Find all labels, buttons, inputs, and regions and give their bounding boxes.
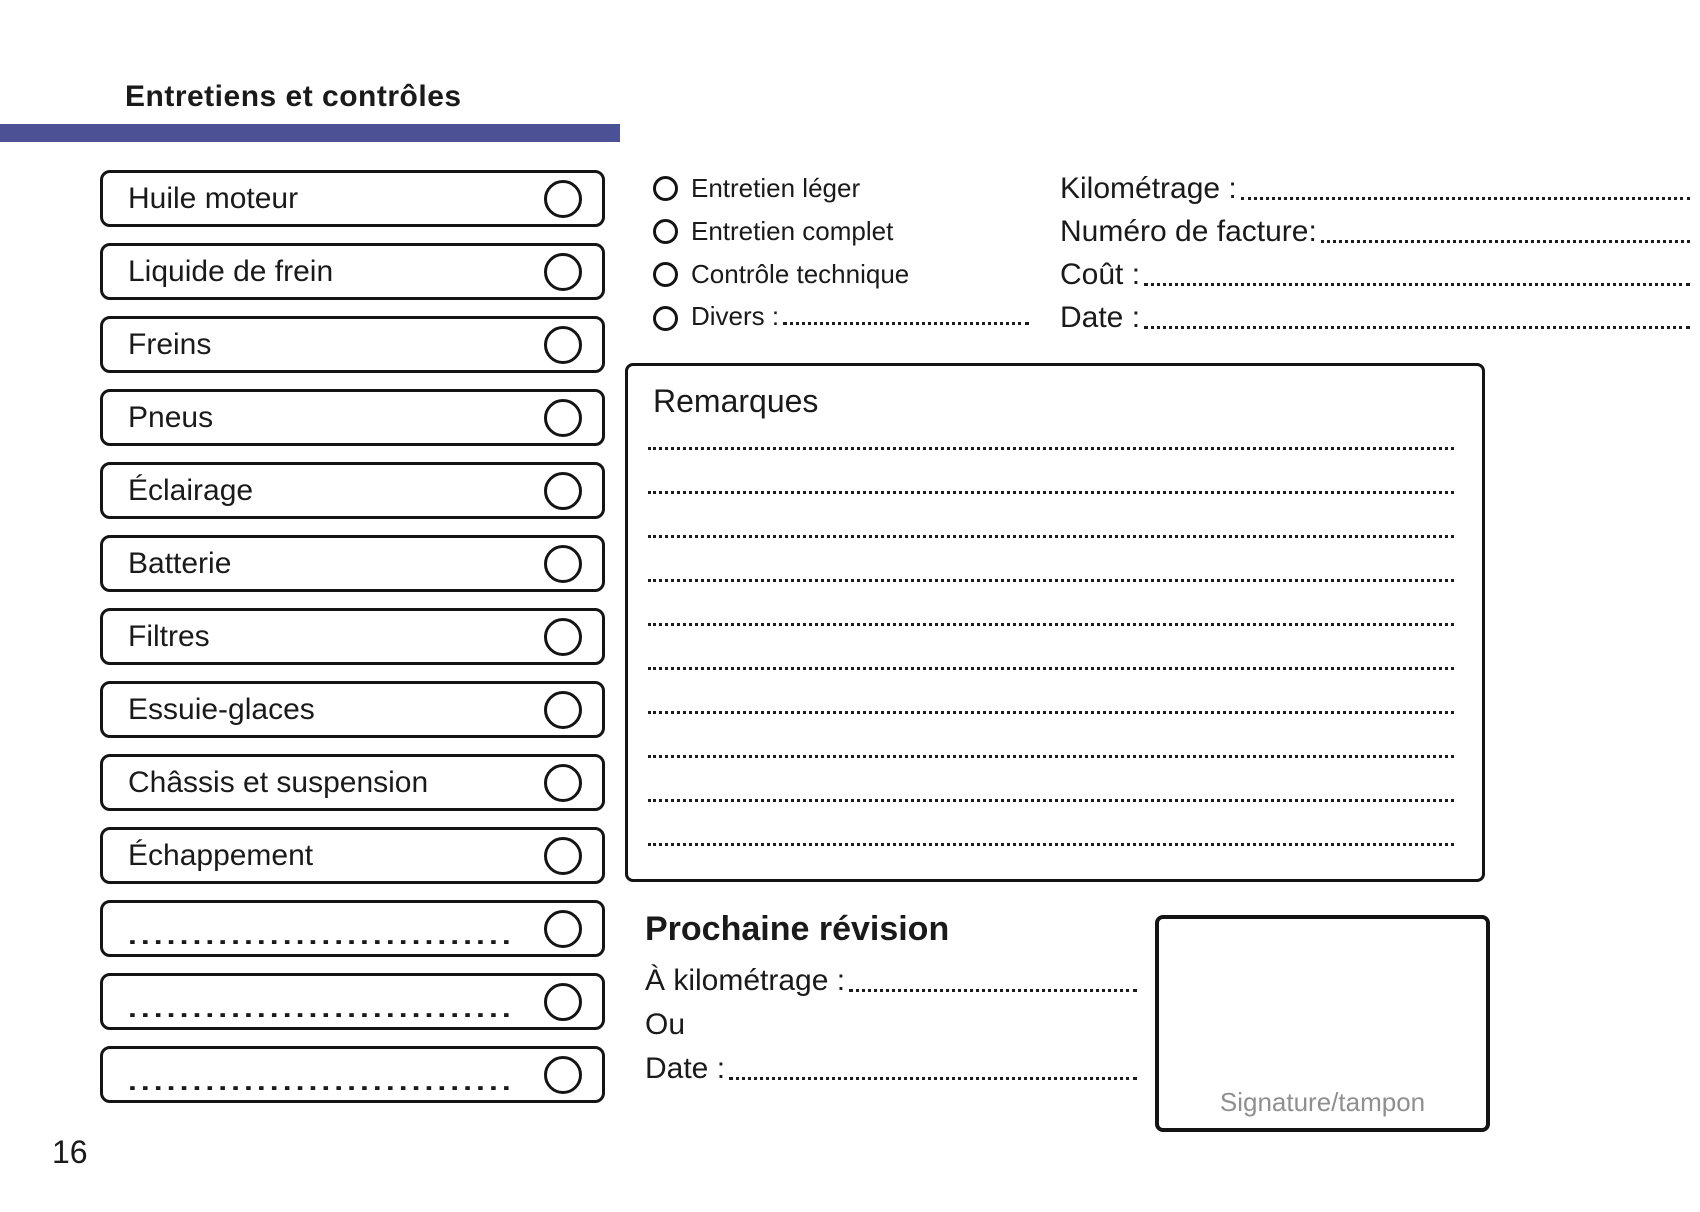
dotted-writing-line bbox=[648, 626, 1454, 670]
checklist-item-pneus bbox=[100, 389, 605, 446]
page-number: 16 bbox=[52, 1134, 88, 1170]
checklist-item-label: Éclairage bbox=[128, 473, 254, 507]
option-label: Entretien léger bbox=[691, 173, 861, 203]
field-label: Date : bbox=[1060, 301, 1141, 334]
checklist-item-blank-label: .............................. bbox=[128, 1061, 515, 1090]
checklist-item-label: Échappement bbox=[128, 838, 314, 872]
checklist-item-label: Freins bbox=[128, 327, 212, 361]
option-label: Divers : bbox=[691, 301, 780, 331]
next-service-date-field bbox=[645, 1046, 1137, 1090]
checklist-item-blank-1 bbox=[100, 900, 605, 957]
dotted-fill-line bbox=[1144, 283, 1690, 286]
checkbox-circle-icon bbox=[544, 764, 582, 802]
checklist-item-huile-moteur bbox=[100, 170, 605, 227]
checklist-item-label: Châssis et suspension bbox=[128, 765, 429, 799]
field-label: Numéro de facture: bbox=[1060, 215, 1317, 248]
field-label: À kilométrage : bbox=[645, 964, 846, 997]
dotted-writing-line bbox=[648, 538, 1454, 582]
signature-stamp-box bbox=[1155, 915, 1490, 1132]
checklist-item-freins bbox=[100, 316, 605, 373]
dotted-writing-line bbox=[648, 758, 1454, 802]
checklist-item-batterie bbox=[100, 535, 605, 592]
remarks-title: Remarques bbox=[653, 383, 819, 419]
radio-circle-icon bbox=[653, 262, 678, 287]
checklist-item-label: Huile moteur bbox=[128, 181, 299, 215]
page-title: Entretiens et contrôles bbox=[125, 80, 462, 113]
field-kilometrage bbox=[1060, 167, 1690, 210]
option-entretien-complet bbox=[653, 210, 1029, 253]
field-label: Kilométrage : bbox=[1060, 172, 1237, 205]
field-date bbox=[1060, 296, 1690, 339]
service-type-options bbox=[653, 167, 1029, 339]
checklist-item-blank-2 bbox=[100, 973, 605, 1030]
dotted-fill-line bbox=[1144, 326, 1690, 329]
dotted-writing-line bbox=[648, 494, 1454, 538]
dotted-fill-line bbox=[729, 1077, 1137, 1080]
checkbox-circle-icon bbox=[544, 910, 582, 948]
dotted-fill-line bbox=[1321, 240, 1690, 243]
checklist-item-label: Liquide de frein bbox=[128, 254, 334, 288]
checkbox-circle-icon bbox=[544, 253, 582, 291]
dotted-writing-line bbox=[648, 450, 1454, 494]
checkbox-circle-icon bbox=[544, 472, 582, 510]
radio-circle-icon bbox=[653, 219, 678, 244]
dotted-fill-line bbox=[1241, 197, 1690, 200]
service-record-fields bbox=[1060, 167, 1690, 339]
option-divers bbox=[653, 296, 1029, 339]
field-cout bbox=[1060, 253, 1690, 296]
dotted-writing-line bbox=[648, 802, 1454, 846]
signature-label: Signature/tampon bbox=[1219, 1087, 1426, 1117]
checklist-item-echappement bbox=[100, 827, 605, 884]
next-service-title: Prochaine révision bbox=[645, 910, 950, 948]
remarks-box bbox=[625, 363, 1485, 882]
next-service-km-field bbox=[645, 958, 1137, 1002]
checklist-item-label: Batterie bbox=[128, 546, 232, 580]
field-numero-de-facture bbox=[1060, 210, 1690, 253]
checkbox-circle-icon bbox=[544, 326, 582, 364]
dotted-writing-line bbox=[648, 406, 1454, 450]
checklist-item-label: Filtres bbox=[128, 619, 210, 653]
dotted-writing-line bbox=[648, 670, 1454, 714]
checklist-item-label: Pneus bbox=[128, 400, 214, 434]
radio-circle-icon bbox=[653, 306, 678, 331]
checklist-item-essuie-glaces bbox=[100, 681, 605, 738]
next-service-or-label: Ou bbox=[645, 1008, 686, 1041]
checklist-item-eclairage bbox=[100, 462, 605, 519]
checklist-item-label: Essuie-glaces bbox=[128, 692, 315, 726]
remarks-writing-lines bbox=[648, 406, 1454, 846]
maintenance-checklist bbox=[100, 170, 605, 1119]
field-label: Coût : bbox=[1060, 258, 1141, 291]
next-service-section bbox=[645, 910, 1137, 1090]
option-label: Entretien complet bbox=[691, 216, 894, 246]
dotted-writing-line bbox=[648, 714, 1454, 758]
radio-circle-icon bbox=[653, 176, 678, 201]
checklist-item-blank-3 bbox=[100, 1046, 605, 1103]
dotted-fill-line bbox=[849, 989, 1137, 992]
checkbox-circle-icon bbox=[544, 691, 582, 729]
checkbox-circle-icon bbox=[544, 1056, 582, 1094]
field-label: Date : bbox=[645, 1052, 726, 1085]
checkbox-circle-icon bbox=[544, 837, 582, 875]
checkbox-circle-icon bbox=[544, 399, 582, 437]
dotted-fill-line bbox=[783, 322, 1029, 325]
checkbox-circle-icon bbox=[544, 618, 582, 656]
title-accent-bar bbox=[0, 124, 620, 142]
checklist-item-blank-label: .............................. bbox=[128, 915, 515, 944]
option-label: Contrôle technique bbox=[691, 259, 910, 289]
checklist-item-blank-label: .............................. bbox=[128, 988, 515, 1017]
checkbox-circle-icon bbox=[544, 983, 582, 1021]
checklist-item-filtres bbox=[100, 608, 605, 665]
checklist-item-chassis-et-suspension bbox=[100, 754, 605, 811]
checklist-item-liquide-de-frein bbox=[100, 243, 605, 300]
option-controle-technique bbox=[653, 253, 1029, 296]
checkbox-circle-icon bbox=[544, 180, 582, 218]
option-entretien-leger bbox=[653, 167, 1029, 210]
checkbox-circle-icon bbox=[544, 545, 582, 583]
dotted-writing-line bbox=[648, 582, 1454, 626]
